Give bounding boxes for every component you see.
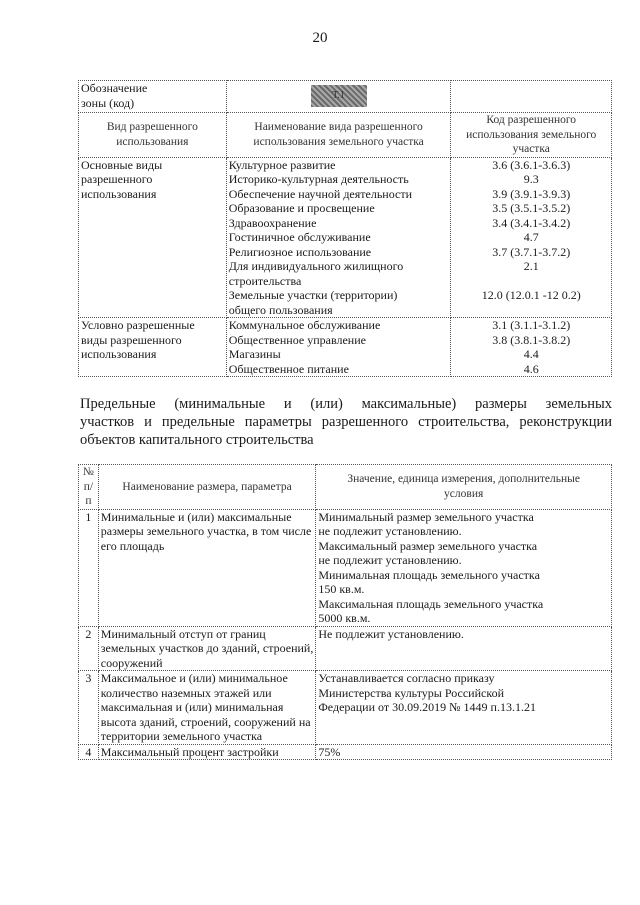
header-parameter: Наименование размера, параметра	[98, 465, 316, 510]
paragraph-line: Предельные (минимальные и (или) максимальные) размеры земельных	[80, 396, 612, 412]
table-row	[79, 509, 612, 626]
list-item: Культурное развитие	[228, 157, 336, 172]
header-value: Значение, единица измерения, дополнительные условия	[316, 465, 612, 510]
list-item: Религиозное использование	[228, 244, 372, 259]
list-item: 3.5 (3.5.1-3.5.2)	[492, 201, 571, 215]
table-row	[79, 626, 612, 671]
list-item: 4.4	[523, 347, 539, 361]
zone-label-cell	[79, 81, 227, 113]
list-item: строительства	[228, 273, 302, 288]
row-value: Не подлежит установлению.	[316, 626, 612, 671]
list-item: 4.7	[523, 230, 539, 244]
list-item: 3.8 (3.8.1-3.8.2)	[492, 332, 571, 347]
zones-table	[78, 80, 612, 377]
main-usages-codes	[451, 157, 612, 318]
row-parameter: Минимальные и (или) максимальные размеры земельного участка, в том числе его площадь	[98, 509, 316, 626]
list-item: Здравоохранение	[228, 215, 317, 230]
row-parameter: Максимальный процент застройки	[98, 744, 316, 760]
row-value: 75%	[316, 744, 612, 760]
empty-cell	[451, 81, 612, 113]
list-item: 9.3	[523, 172, 539, 186]
list-item: 3.4 (3.4.1-3.4.2)	[492, 215, 571, 230]
conditional-usages-label: Условно разрешенные виды разрешенного использования	[79, 318, 227, 377]
header-number: № п/п	[79, 465, 99, 510]
parameters-table	[78, 464, 612, 760]
page-number: 20	[312, 30, 328, 46]
list-item: Коммунальное обслуживание	[228, 318, 381, 332]
list-item: общего пользования	[228, 302, 333, 317]
table-row	[79, 671, 612, 745]
main-usages-names	[226, 157, 451, 318]
zone-label: Обозначение зоны (код)	[81, 81, 148, 110]
row-number: 4	[79, 744, 99, 760]
row-number: 2	[79, 626, 99, 671]
list-item	[453, 274, 609, 289]
header-usage-name: Наименование вида разрешенного использования земельного участка	[226, 113, 451, 158]
table-row-conditional-usages	[79, 318, 612, 377]
row-number: 1	[79, 509, 99, 626]
row-parameter: Максимальное и (или) минимальное количество наземных этажей или максимальная и (или) минимальная высота зданий, строений, сооружений на территории земельного участка	[98, 671, 316, 745]
list-item: Обеспечение научной деятельности	[228, 186, 413, 201]
paragraph-line: объектов капитального строительства	[80, 432, 314, 448]
list-item: 12.0 (12.0.1 -12 0.2)	[481, 288, 581, 302]
header-usage-code: Код разрешенного использования земельного участка	[451, 113, 612, 158]
paragraph-line: участков и предельные параметры разрешенного строительства, реконструкции	[80, 414, 612, 430]
row-parameter: Минимальный отступ от границ земельных участков до зданий, строений, сооружений	[98, 626, 316, 671]
list-item: Гостиничное обслуживание	[228, 230, 371, 244]
header-usage-type: Вид разрешенного использования	[79, 113, 227, 158]
list-item: 3.7 (3.7.1-3.7.2)	[492, 244, 571, 259]
table-row	[79, 744, 612, 760]
list-item: 2.1	[523, 259, 539, 273]
row-number: 3	[79, 671, 99, 745]
list-item: Общественное управление	[228, 332, 366, 347]
zone-code: Т.1	[311, 85, 367, 107]
zone-code-cell	[226, 81, 451, 113]
list-item: Для индивидуального жилищного	[228, 259, 404, 273]
row-value: Устанавливается согласно приказу Министерства культуры Российской Федерации от 30.09.2019 № 1449 п.13.1.21	[316, 671, 612, 745]
conditional-usages-codes	[451, 318, 612, 377]
section-heading-paragraph	[80, 395, 612, 449]
table-row-main-usages	[79, 157, 612, 318]
list-item: Общественное питание	[228, 361, 349, 376]
list-item: Земельные участки (территории)	[228, 288, 398, 302]
list-item: Историко-культурная деятельность	[228, 172, 409, 186]
list-item: 4.6	[523, 361, 539, 376]
row-value: Минимальный размер земельного участка не подлежит установлению. Максимальный размер земельного участка не подлежит установлению. Минимальная площадь земельного участка 150 кв.м. Максимальная площадь земельного участка 5000 кв.м.	[316, 509, 612, 626]
list-item	[453, 303, 609, 318]
list-item: 3.6 (3.6.1-3.6.3)	[492, 157, 571, 172]
main-usages-label: Основные виды разрешенного использования	[79, 157, 227, 318]
list-item: 3.1 (3.1.1-3.1.2)	[492, 318, 571, 332]
list-item: Образование и просвещение	[228, 201, 375, 215]
list-item: 3.9 (3.9.1-3.9.3)	[492, 186, 571, 201]
conditional-usages-names	[226, 318, 451, 377]
list-item: Магазины	[228, 347, 281, 361]
